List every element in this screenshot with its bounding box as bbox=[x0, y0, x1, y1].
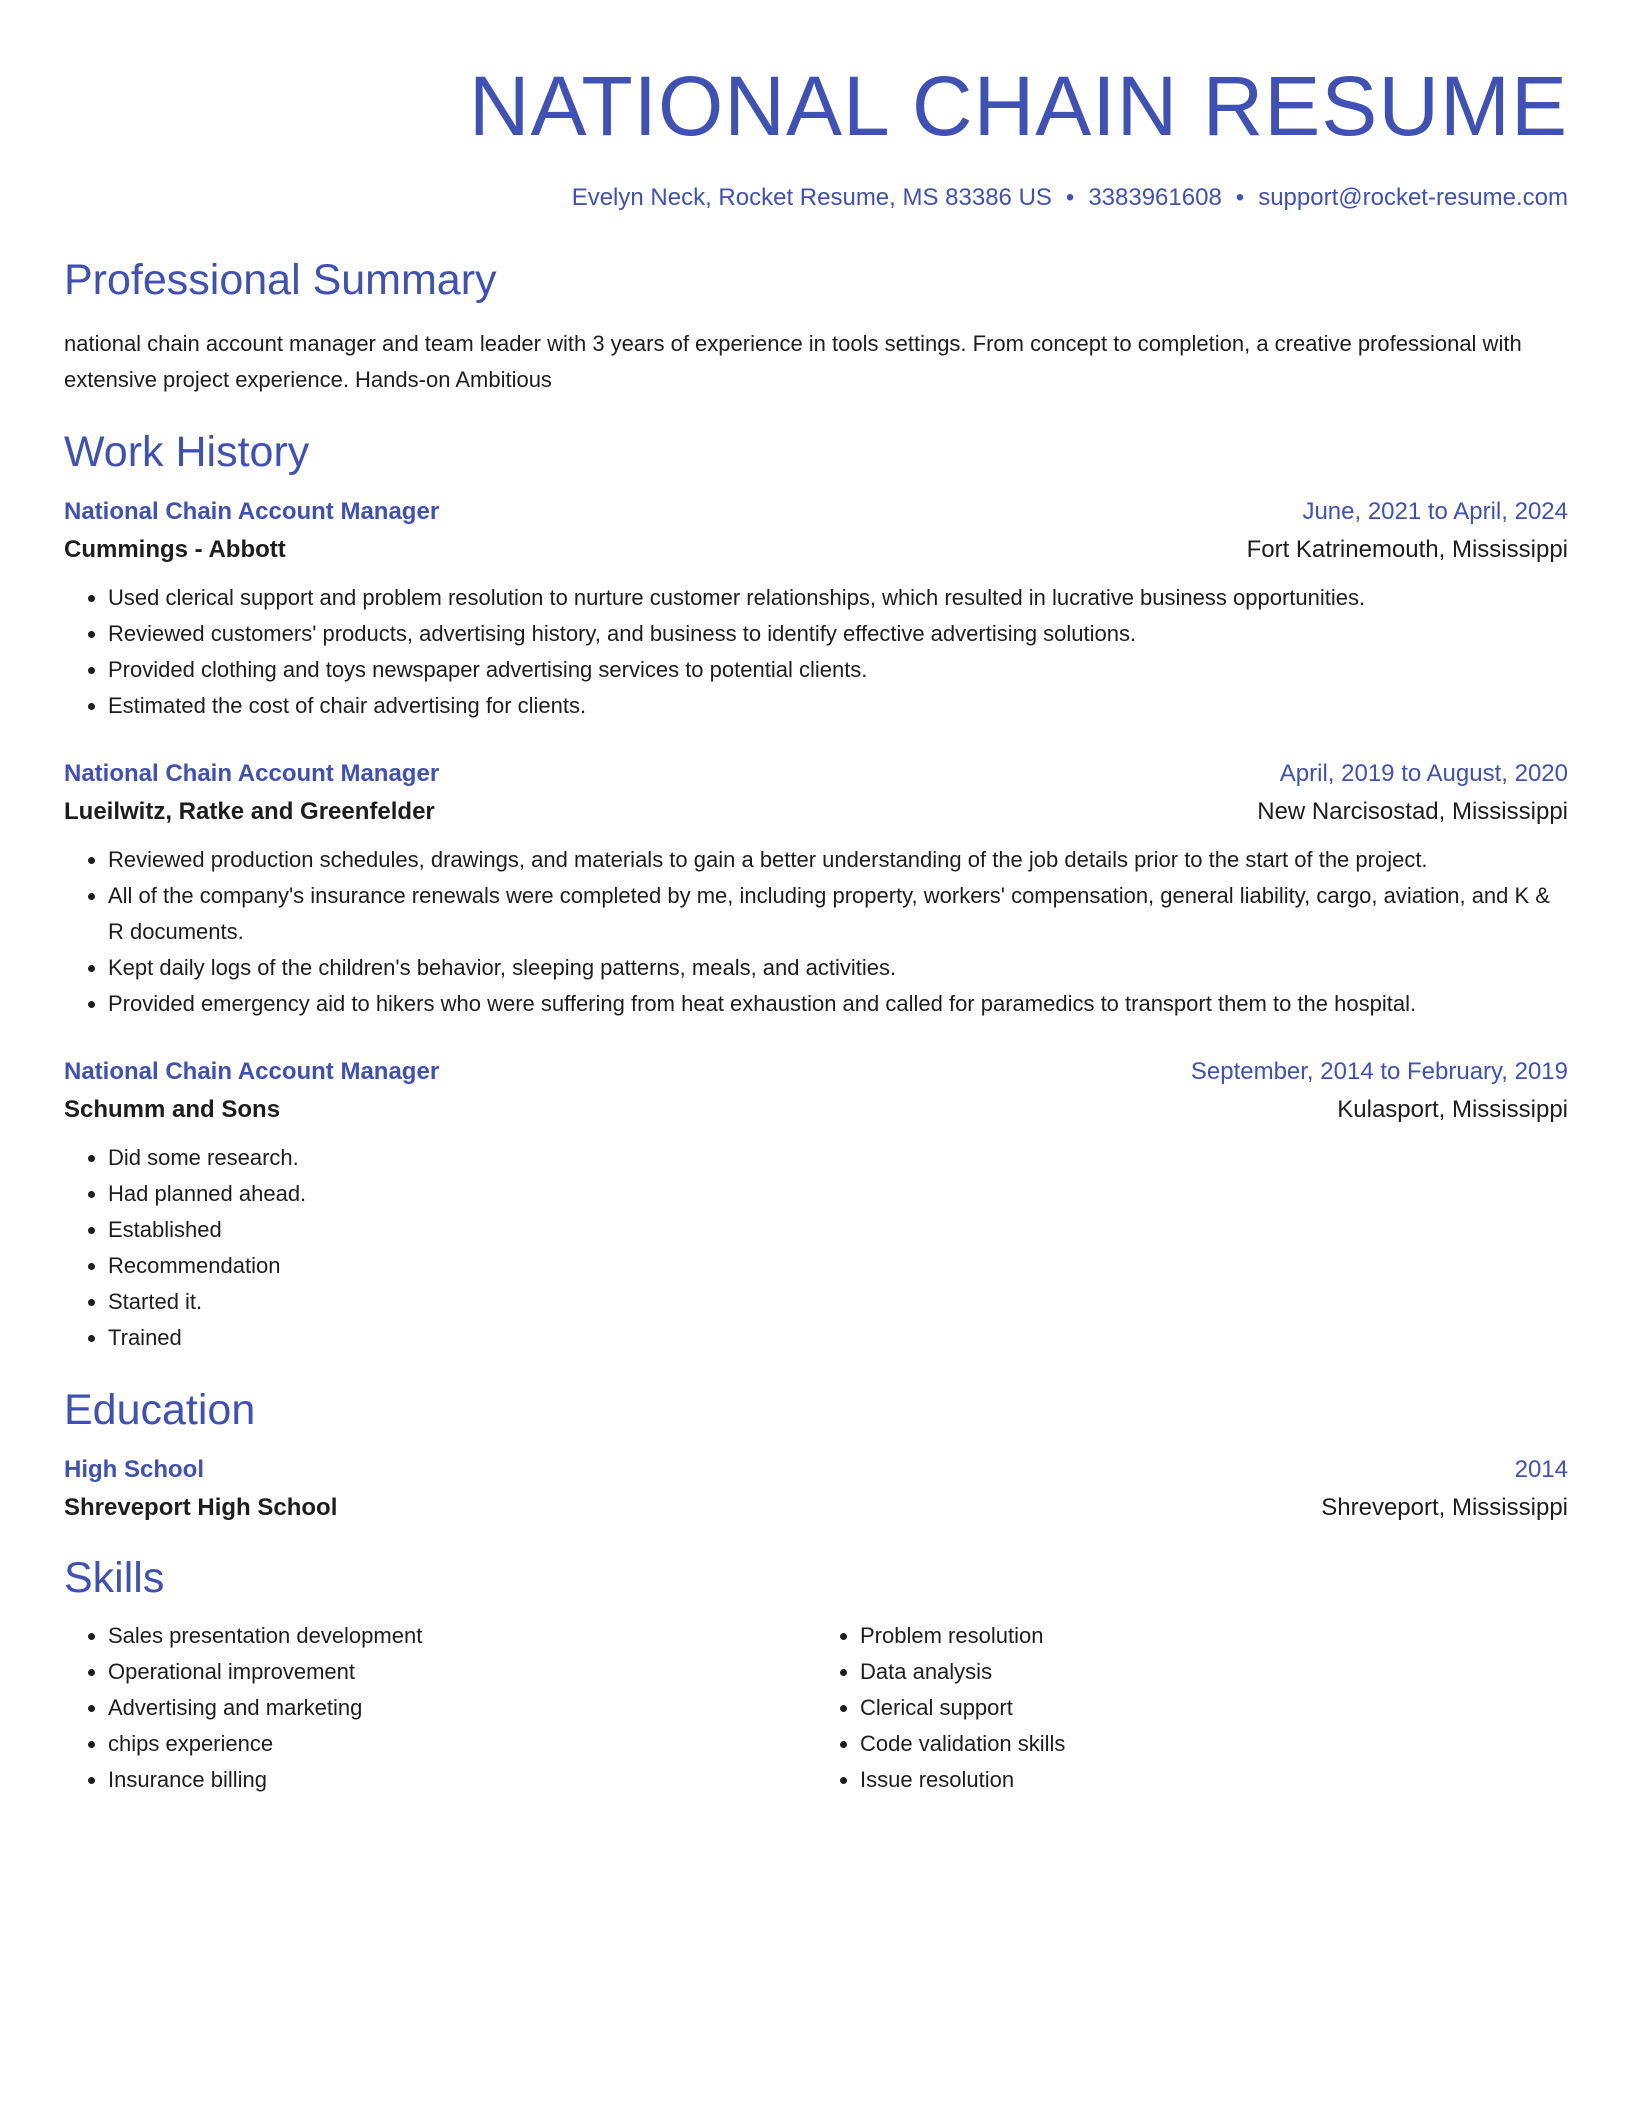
education-header bbox=[64, 1452, 1568, 1488]
education-location: Shreveport, Mississippi bbox=[1321, 1494, 1568, 1521]
education-school: Shreveport High School bbox=[64, 1494, 338, 1521]
job-bullets bbox=[64, 842, 1568, 1022]
job-entry bbox=[64, 756, 1568, 1022]
education-year: 2014 bbox=[1514, 1456, 1568, 1483]
list-item: • Established bbox=[108, 1212, 1568, 1248]
job-header bbox=[64, 494, 1568, 530]
job-bullets bbox=[64, 580, 1568, 724]
contact-phone[interactable]: 3383961608 bbox=[1088, 184, 1222, 211]
list-item: • Started it. bbox=[108, 1284, 1568, 1320]
contact-separator: • bbox=[1065, 184, 1075, 211]
skill-item: • Insurance billing bbox=[108, 1762, 816, 1798]
skill-item: • Advertising and marketing bbox=[108, 1690, 816, 1726]
job-location: Fort Katrinemouth, Mississippi bbox=[1246, 536, 1568, 563]
work-history-section bbox=[64, 426, 1568, 1356]
skills-section bbox=[64, 1552, 1568, 1798]
section-heading: Skills bbox=[64, 1554, 165, 1602]
job-bullets bbox=[64, 1140, 1568, 1356]
list-item: • Reviewed production schedules, drawings, and materials to gain a better understanding of the job details prior to the start of the project. bbox=[108, 842, 1568, 878]
skill-item: • Code validation skills bbox=[860, 1726, 1568, 1762]
list-item: • Trained bbox=[108, 1320, 1568, 1356]
job-location: New Narcisostad, Mississippi bbox=[1257, 798, 1568, 825]
list-item: • Reviewed customers' products, advertising history, and business to identify effective advertising solutions. bbox=[108, 616, 1568, 652]
skill-item: • Problem resolution bbox=[860, 1618, 1568, 1654]
job-role: National Chain Account Manager bbox=[64, 498, 440, 525]
job-subheader bbox=[64, 792, 1568, 832]
skill-item: • Operational improvement bbox=[108, 1654, 816, 1690]
list-item: • Kept daily logs of the children's behavior, sleeping patterns, meals, and activities. bbox=[108, 950, 1568, 986]
job-header bbox=[64, 1054, 1568, 1090]
skills-list-left bbox=[64, 1618, 816, 1798]
contact-separator: • bbox=[1235, 184, 1245, 211]
job-dates: April, 2019 to August, 2020 bbox=[1279, 760, 1568, 787]
job-subheader bbox=[64, 530, 1568, 570]
list-item: • Provided emergency aid to hikers who were suffering from heat exhaustion and called for paramedics to transport them to the hospital. bbox=[108, 986, 1568, 1022]
list-item: • Provided clothing and toys newspaper advertising services to potential clients. bbox=[108, 652, 1568, 688]
job-dates: September, 2014 to February, 2019 bbox=[1190, 1058, 1568, 1085]
list-item: • Had planned ahead. bbox=[108, 1176, 1568, 1212]
list-item: • Estimated the cost of chair advertising for clients. bbox=[108, 688, 1568, 724]
list-item: • Used clerical support and problem resolution to nurture customer relationships, which resulted in lucrative business opportunities. bbox=[108, 580, 1568, 616]
skill-item: • Clerical support bbox=[860, 1690, 1568, 1726]
job-entry bbox=[64, 1054, 1568, 1356]
contact-email[interactable]: support@rocket-resume.com bbox=[1258, 184, 1568, 211]
job-entry bbox=[64, 494, 1568, 724]
section-heading: Work History bbox=[64, 428, 310, 476]
job-header bbox=[64, 756, 1568, 792]
list-item: • Recommendation bbox=[108, 1248, 1568, 1284]
job-location: Kulasport, Mississippi bbox=[1337, 1096, 1568, 1123]
job-role: National Chain Account Manager bbox=[64, 1058, 440, 1085]
skill-item: • Issue resolution bbox=[860, 1762, 1568, 1798]
job-subheader bbox=[64, 1090, 1568, 1130]
resume-page bbox=[64, 0, 1568, 1798]
professional-summary-section bbox=[64, 254, 1568, 398]
job-dates: June, 2021 to April, 2024 bbox=[1302, 498, 1568, 525]
summary-text: national chain account manager and team leader with 3 years of experience in tools settings. From concept to completion, a creative professional with extensive project experience. Hands-on Ambitious bbox=[64, 331, 1522, 392]
job-company: Lueilwitz, Ratke and Greenfelder bbox=[64, 798, 435, 825]
section-heading: Professional Summary bbox=[64, 256, 497, 304]
education-section bbox=[64, 1384, 1568, 1528]
job-company: Schumm and Sons bbox=[64, 1096, 281, 1123]
list-item: • Did some research. bbox=[108, 1140, 1568, 1176]
skills-list-right bbox=[816, 1618, 1568, 1798]
education-degree: High School bbox=[64, 1456, 204, 1483]
skill-item: • chips experience bbox=[108, 1726, 816, 1762]
skill-item: • Data analysis bbox=[860, 1654, 1568, 1690]
job-role: National Chain Account Manager bbox=[64, 760, 440, 787]
skills-columns bbox=[64, 1618, 1568, 1798]
contact-address: Evelyn Neck, Rocket Resume, MS 83386 US bbox=[571, 184, 1052, 211]
list-item: • All of the company's insurance renewals were completed by me, including property, workers' compensation, general liability, cargo, aviation, and K & R documents. bbox=[108, 878, 1568, 950]
job-company: Cummings - Abbott bbox=[64, 536, 286, 563]
resume-title: NATIONAL CHAIN RESUME bbox=[468, 59, 1568, 153]
contact-line bbox=[64, 182, 1568, 214]
education-subheader bbox=[64, 1488, 1568, 1528]
skill-item: • Sales presentation development bbox=[108, 1618, 816, 1654]
section-heading: Education bbox=[64, 1386, 256, 1434]
